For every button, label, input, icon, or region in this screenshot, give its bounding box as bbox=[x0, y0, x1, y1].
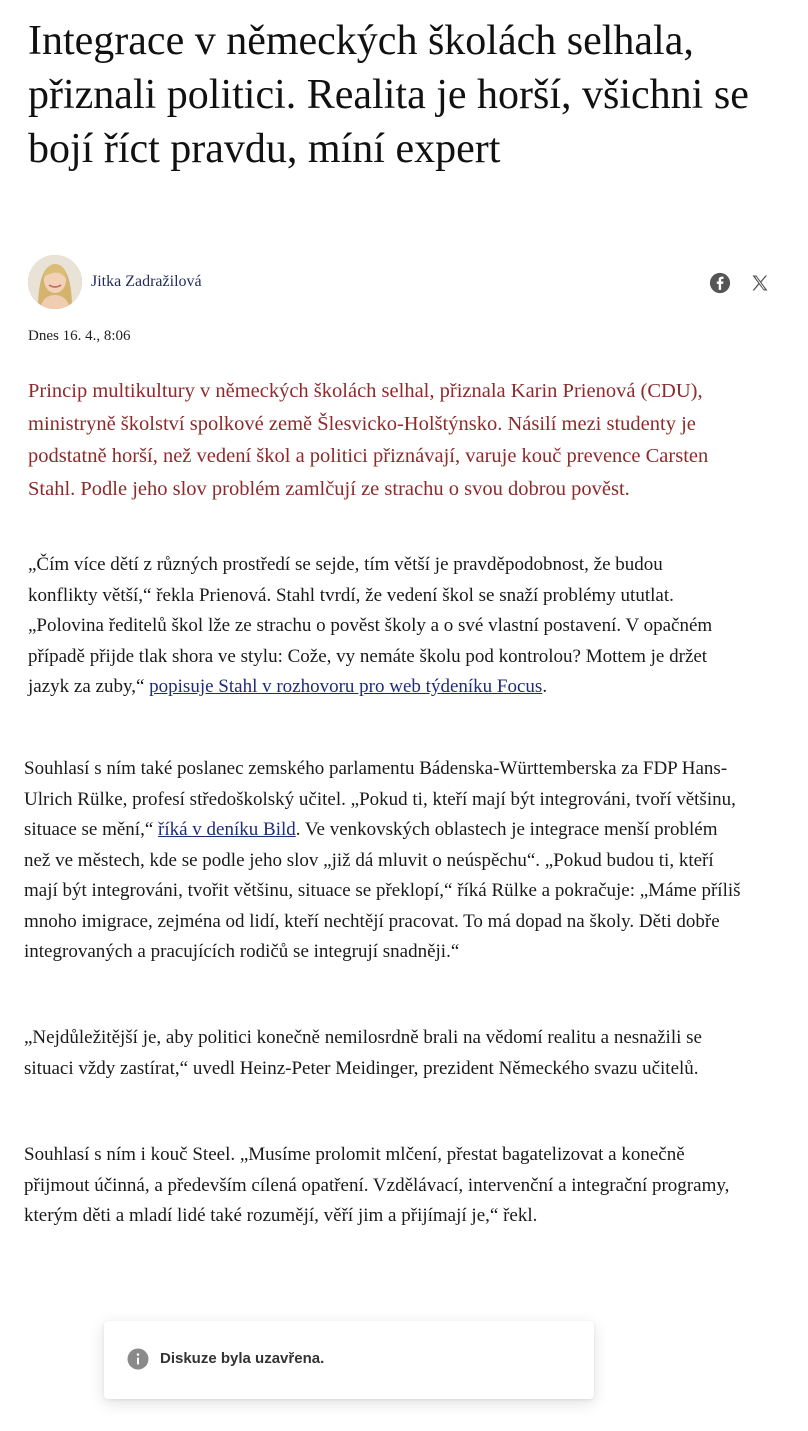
author-name-link[interactable]: Jitka Zadražilová bbox=[91, 273, 202, 290]
bild-article-link[interactable]: říká v deníku Bild bbox=[158, 819, 296, 840]
article-paragraph bbox=[24, 754, 744, 968]
discussion-closed-notice bbox=[104, 1321, 594, 1399]
info-icon bbox=[127, 1348, 149, 1370]
x-icon[interactable] bbox=[748, 271, 772, 295]
share-buttons bbox=[708, 271, 772, 295]
article-headline: Integrace v německých školách selhala, přiznali politici. Realita je horší, všichni se bojí říct pravdu, míní expert bbox=[28, 18, 749, 172]
article-paragraph: „Nejdůležitější je, aby politici konečně nemilosrdně brali na vědomí realitu a nesnažili se situaci vždy zastírat,“ uvedl Heinz-Peter Meidinger, prezident Německého svazu učitelů. bbox=[24, 1027, 702, 1079]
paragraph-text: Souhlasí s ním také poslanec zemského parlamentu Bádenska-Württemberska za FDP Hans-Ulrich Rülke, profesí středoškolský učitel. „Pokud ti, kteří mají být integrováni, tvoří většinu, situace se mění,“ bbox=[24, 758, 736, 840]
byline bbox=[28, 255, 780, 311]
discussion-closed-text: Diskuze byla uzavřena. bbox=[160, 1350, 325, 1367]
avatar-photo bbox=[28, 255, 82, 309]
article-paragraph: Souhlasí s ním i kouč Steel. „Musíme prolomit mlčení, přestat bagatelizovat a konečně přijmout účinná, a především cílená opatření. Vzdělávací, intervenční a integrační programy, kterým děti a mladí lidé také rozumějí, věří jim a přijímají je,“ řekl. bbox=[24, 1144, 730, 1226]
publish-date: Dnes 16. 4., 8:06 bbox=[28, 328, 131, 344]
author-avatar[interactable] bbox=[28, 255, 82, 309]
facebook-icon[interactable] bbox=[708, 271, 732, 295]
article-lead: Princip multikultury v německých školách selhal, přiznala Karin Prienová (CDU), ministryně školství spolkové země Šlesvicko-Holštýnsko. Násilí mezi studenty je podstatně horší, než vedení škol a politici přiznávají, varuje kouč prevence Carsten Stahl. Podle jeho slov problém zamlčují ze strachu o svou dobrou pověst. bbox=[28, 380, 709, 500]
paragraph-text: „Čím více dětí z různých prostředí se sejde, tím větší je pravděpodobnost, že budou konflikty větší,“ řekla Prienová. Stahl tvrdí, že vedení škol se snaží problémy ututlat. „Polovina ředitelů škol lže ze strachu o pověst školy a o své vlastní postavení. V opačném případě přijde tlak shora ve stylu: Cože, vy nemáte školu pod kontrolou? Mottem je držet jazyk za zuby,“ bbox=[28, 554, 713, 697]
paragraph-text-end: . bbox=[542, 676, 548, 697]
article-paragraph bbox=[28, 550, 718, 703]
paragraph-text-end: . Ve venkovských oblastech je integrace menší problém než ve městech, kde se podle jeho slov „již dá mluvit o neúspěchu“. „Pokud budou ti, kteří mají být integrováni, tvořit většinu, situace se překlopí,“ říká Rülke a pokračuje: „Máme příliš mnoho imigrace, zejména od lidí, kteří nechtějí pracovat. To má dopad na školy. Děti dobře integrovaných a pracujících rodičů se integrují snadněji.“ bbox=[24, 819, 741, 962]
focus-interview-link[interactable]: popisuje Stahl v rozhovoru pro web týdeníku Focus bbox=[149, 676, 543, 697]
